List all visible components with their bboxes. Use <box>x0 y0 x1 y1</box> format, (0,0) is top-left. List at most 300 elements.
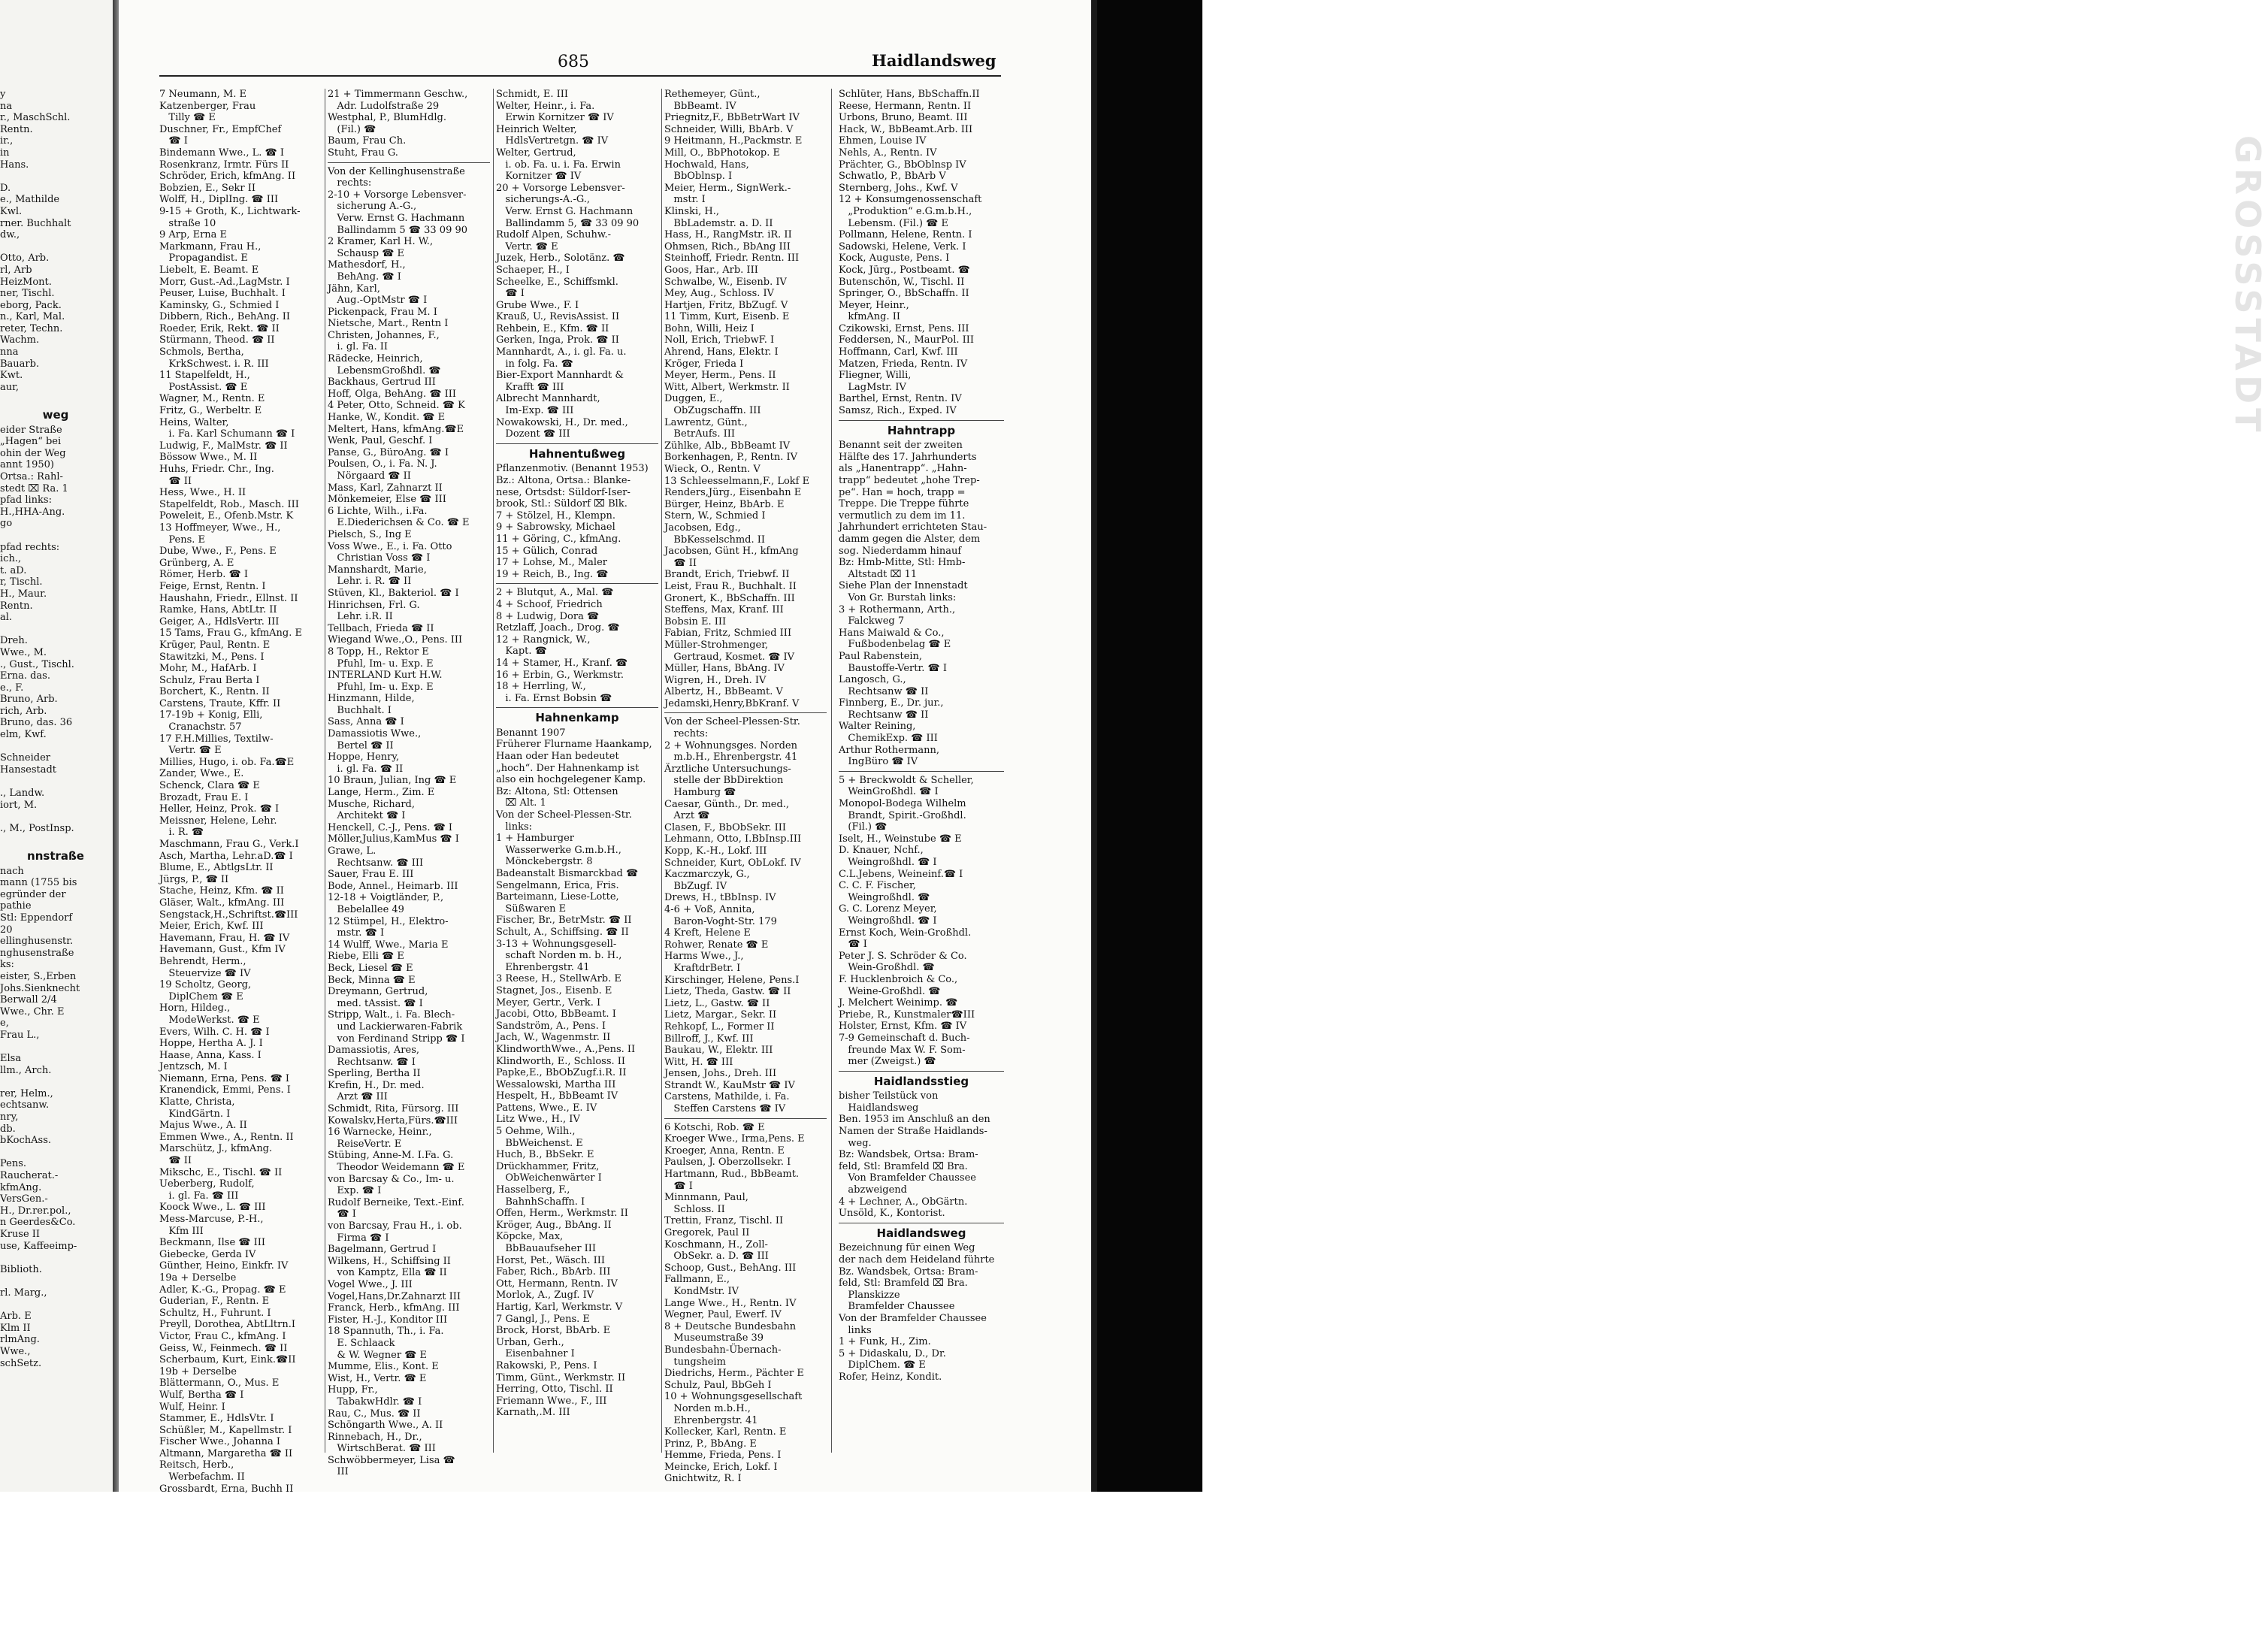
directory-entry-line: 7 + Stölzel, H., Klempn. <box>496 510 615 522</box>
directory-entry-line: Museumstraße 39 <box>664 1332 764 1344</box>
street-heading: Hahnenkamp <box>535 711 619 725</box>
directory-entry-line: i. gl. Fa. ☎ II <box>328 763 404 775</box>
directory-entry-line: 16 + Erbin, G., Werkmstr. <box>496 669 624 681</box>
column-divider <box>831 89 832 1453</box>
directory-entry-line: Arzt ☎ III <box>328 1091 388 1103</box>
directory-entry-line: 8 Topp, H., Rektor E <box>328 646 429 658</box>
directory-entry-line: von Ferdinand Stripp ☎ I <box>328 1033 465 1045</box>
directory-entry-line: Gerken, Inga, Prok. ☎ II <box>496 334 619 346</box>
directory-entry-line: Feddersen, N., MaurPol. III <box>839 334 975 346</box>
directory-entry-line: Albrecht Mannhardt, <box>496 393 600 405</box>
directory-entry-line: 8 + Ludwig, Dora ☎ <box>496 610 600 622</box>
directory-entry-line: H.,HHA-Ang. <box>0 506 65 518</box>
directory-entry-line: Schneider <box>0 752 51 764</box>
directory-entry-line: Karnath,.M. III <box>496 1407 570 1419</box>
directory-entry-line: Rakowski, P., Pens. I <box>496 1359 597 1371</box>
directory-entry-line: Baukau, W., Elektr. III <box>664 1045 773 1057</box>
directory-entry-line: Kock, Auguste, Pens. I <box>839 253 950 265</box>
column-divider <box>493 89 494 1453</box>
directory-entry-line: Monopol-Bodega Wilhelm <box>839 798 966 810</box>
directory-entry-line: Pickenpack, Frau M. I <box>328 306 437 318</box>
directory-entry-line: Schneider, Willi, BbArb. V <box>664 123 794 135</box>
directory-entry-line: Horn, Hildeg., <box>159 1002 231 1015</box>
directory-entry-line: Mass, Karl, Zahnarzt II <box>328 482 443 494</box>
directory-entry-line: pathie <box>0 900 32 912</box>
directory-entry-line: Berwall 2/4 <box>0 994 57 1006</box>
directory-entry-line: Ohmsen, Rich., BbAng III <box>664 240 791 253</box>
directory-entry-line: Minnmann, Paul, <box>664 1192 748 1204</box>
directory-entry-line: Fister, H.-J., Konditor III <box>328 1314 448 1326</box>
directory-entry-line: Faber, Rich., BbArb. III <box>496 1266 611 1278</box>
directory-entry-line: der nach dem Heideland führte <box>839 1254 995 1266</box>
directory-entry-line: ☎ I <box>664 1180 693 1192</box>
directory-entry-line: Stammer, E., HdlsVtr. I <box>159 1413 274 1425</box>
directory-entry-line: ☎ I <box>328 1208 356 1220</box>
directory-entry-line: Pens. <box>0 1158 27 1170</box>
section-rule <box>664 712 827 713</box>
directory-entry-line: Giebecke, Gerda IV <box>159 1248 256 1260</box>
directory-entry-line: i. gl. Fa. II <box>328 341 388 353</box>
directory-entry-line: Ramke, Hans, AbtLtr. II <box>159 604 277 616</box>
directory-entry-line: egründer der <box>0 888 66 900</box>
directory-entry-line: Kruse II <box>0 1229 41 1240</box>
directory-entry-line <box>0 171 111 183</box>
directory-entry-line: Gregorek, Paul II <box>664 1227 750 1238</box>
directory-entry-line: als „Hanentrapp“. „Hahn- <box>839 463 967 475</box>
directory-entry-line: Stawitzki, M., Pens. I <box>159 651 265 663</box>
directory-entry-line: Architekt ☎ I <box>328 810 406 822</box>
directory-entry-line: Steinhoff, Friedr. Rentn. III <box>664 253 800 265</box>
directory-entry-line: Baum, Frau Ch. <box>328 135 407 147</box>
directory-entry-line <box>0 624 111 636</box>
directory-entry-line: 12 + Konsumgenossenschaft <box>839 194 982 206</box>
directory-column-2 <box>328 89 490 1478</box>
street-heading: nnstraße <box>27 849 84 863</box>
directory-entry-line: Hartjen, Fritz, BbZugf. V <box>664 299 788 311</box>
directory-entry-line: Kranendick, Emmi, Pens. I <box>159 1084 291 1096</box>
directory-entry-line: n., Karl, Mal. <box>0 311 65 323</box>
directory-entry-line: Preyll, Dorothea, AbtLltrn.I <box>159 1319 295 1331</box>
directory-entry-line: Blume, E., AbtlgsLtr. II <box>159 862 274 874</box>
directory-entry-line: Aug.-OptMstr ☎ I <box>328 295 428 307</box>
directory-entry-line: straße 10 <box>159 217 216 229</box>
directory-entry-line: „Hagen“ bei <box>0 436 62 448</box>
directory-entry-line: Steffen Carstens ☎ IV <box>664 1103 786 1115</box>
directory-entry-line: Eisenbahner I <box>496 1348 575 1360</box>
directory-entry-line: Weingroßhdl. ☎ I <box>839 857 937 868</box>
directory-entry-line: feld, Stl: Bramfeld ⌧ Bra. <box>839 1160 968 1172</box>
directory-entry-line <box>0 834 111 846</box>
directory-entry-line: Fallmann, E., <box>664 1274 730 1286</box>
directory-entry-line: 17 F.H.Millies, Textilw- <box>159 733 274 745</box>
directory-entry-line: Kfm III <box>159 1225 204 1237</box>
directory-entry-line: Lietz, Margar., Sekr. II <box>664 1009 777 1021</box>
directory-entry-line: KondMstr. IV <box>664 1285 739 1297</box>
directory-entry-line: 4 + Schoof, Friedrich <box>496 598 603 610</box>
directory-entry-line: Rehkopf, L., Former II <box>664 1021 775 1033</box>
directory-entry-line: Strandt W., KauMstr ☎ IV <box>664 1079 795 1091</box>
directory-entry-line: Sperling, Bertha II <box>328 1068 421 1080</box>
directory-entry-line: Renders,Jürg., Eisenbahn E <box>664 487 802 499</box>
directory-entry-line: Johs.Sienknecht <box>0 982 80 994</box>
directory-entry-line: Werbefachm. II <box>159 1471 245 1483</box>
directory-entry-line: Lange Wwe., H., Rentn. IV <box>664 1297 797 1309</box>
directory-entry-line: KindGärtn. I <box>159 1108 231 1120</box>
directory-entry-line: Ehrenbergstr. 41 <box>664 1414 758 1426</box>
directory-entry-line: Schult, A., Schiffsing. ☎ II <box>496 926 629 938</box>
directory-entry-line: Arzt ☎ <box>664 810 710 822</box>
directory-entry-line: BahnhSchaffn. I <box>496 1196 585 1208</box>
directory-entry-line: Hinzmann, Hilde, <box>328 693 415 705</box>
directory-entry-line <box>0 1076 111 1088</box>
directory-entry-line: J. Melchert Weinimp. ☎ <box>839 997 958 1009</box>
directory-entry-line: 11 Stapelfeldt, H., <box>159 370 250 382</box>
directory-entry-line: Liebelt, E. Beamt. E <box>159 264 259 276</box>
directory-entry-line: Westphal, P., BlumHdlg. <box>328 112 446 124</box>
directory-entry-line: Sengelmann, Erica, Fris. <box>496 879 619 891</box>
directory-entry-line: Müller, Hans, BbAng. IV <box>664 663 785 675</box>
directory-entry-line: 7-9 Gemeinschaft d. Buch- <box>839 1032 970 1044</box>
directory-entry-line: Kock, Jürg., Postbeamt. ☎ <box>839 264 970 276</box>
directory-entry-line: Krefin, H., Dr. med. <box>328 1079 425 1091</box>
directory-entry-line: Sternberg, Johs., Kwf. V <box>839 182 958 194</box>
directory-entry-line: Hack, W., BbBeamt.Arb. III <box>839 123 973 135</box>
directory-entry-line: Meissner, Helene, Lehr. <box>159 815 277 827</box>
directory-entry-line: Schmidt, E. III <box>496 89 569 100</box>
directory-entry-line: Bz: Altona, Stl: Ottensen <box>496 785 618 797</box>
directory-entry-line: reter, Techn. <box>0 322 63 334</box>
directory-entry-line: Prinz, P., BbAng. E <box>664 1438 757 1450</box>
directory-entry-line: Grünberg, A. E <box>159 557 234 569</box>
directory-entry-line: freunde Max W. F. Som- <box>839 1044 966 1056</box>
directory-entry-line: Günther, Heino, Einkfr. IV <box>159 1260 289 1272</box>
directory-entry-line: links <box>839 1324 872 1336</box>
directory-entry-line: Meyer, Herm., Pens. II <box>664 370 776 382</box>
directory-entry-line: Weine-Großhdl. ☎ <box>839 985 941 997</box>
directory-entry-line: Von der Scheel-Plessen-Str. <box>664 716 800 728</box>
directory-entry-line: bisher Teilstück von <box>839 1090 939 1102</box>
directory-entry-line: Badeanstalt Bismarckbad ☎ <box>496 868 639 879</box>
directory-entry-line: Von der Scheel-Plessen-Str. <box>496 809 632 821</box>
directory-entry-line: Stüven, Kl., Bakteriol. ☎ I <box>328 587 459 599</box>
directory-entry-line: eborg, Pack. <box>0 299 62 311</box>
directory-entry-line: mann (1755 bis <box>0 877 77 889</box>
directory-entry-line: Mess-Marcuse, P.-H., <box>159 1214 264 1225</box>
directory-entry-line: 5 Oehme, Wilh., <box>496 1126 576 1138</box>
directory-entry-line: Wwe., M. <box>0 646 47 658</box>
directory-entry-line: Vertr. ☎ E <box>159 745 222 757</box>
directory-entry-line: Retzlaff, Joach., Drog. ☎ <box>496 622 620 634</box>
directory-entry-line: 15 + Gülich, Conrad <box>496 545 598 557</box>
directory-entry-line: Raucherat.- <box>0 1170 59 1182</box>
directory-entry-line: LagMstr. IV <box>839 381 906 393</box>
directory-entry-line: y <box>0 89 6 100</box>
directory-entry-line: Sass, Anna ☎ I <box>328 716 404 728</box>
directory-entry-line: schaft Norden m. b. H., <box>496 950 622 962</box>
directory-entry-line: Lehr. i. R. ☎ II <box>328 576 412 588</box>
directory-entry-line: Mey, Aug., Schloss. IV <box>664 288 775 300</box>
scanner-background-strip <box>1097 0 2268 1492</box>
directory-entry-line: Stuht, Frau G. <box>328 147 398 159</box>
directory-entry-line: Diedrichs, Herm., Pächter E <box>664 1368 804 1380</box>
directory-entry-line: BbLademstr. a. D. II <box>664 217 773 229</box>
directory-entry-line: Rechtsanw ☎ II <box>839 685 929 697</box>
directory-entry-line: also ein hochgelegener Kamp. <box>496 774 646 786</box>
directory-entry-line: eister, S.,Erben <box>0 970 77 982</box>
directory-entry-line: Buchhalt. I <box>328 704 392 716</box>
directory-entry-line: Urban, Gerh., <box>496 1336 564 1348</box>
directory-entry-line: BbOblnsp. I <box>664 171 733 183</box>
directory-entry-line: Heinrich Welter, <box>496 123 577 135</box>
directory-entry-line: Huhs, Friedr. Chr., Ing. <box>159 464 274 475</box>
directory-entry-line: Bz. Wandsbek, Ortsa: Bram- <box>839 1266 978 1278</box>
directory-entry-line: Haase, Anna, Kass. I <box>159 1049 262 1061</box>
directory-entry-line: t. aD. <box>0 564 27 576</box>
directory-entry-line: Dreh. <box>0 635 28 647</box>
directory-entry-line: rer, Helm., <box>0 1087 53 1099</box>
directory-entry-line: Brandt, Spirit.-Großhdl. <box>839 809 966 821</box>
directory-entry-line: Jedamski,Henry,BbKranf. V <box>664 697 800 709</box>
section-rule <box>839 771 1004 772</box>
directory-entry-line: INTERLAND Kurt H.W. <box>328 670 443 682</box>
directory-entry-line: Koock Wwe., L. ☎ III <box>159 1202 266 1214</box>
directory-entry-line: Gnichtwitz, R. I <box>664 1473 742 1485</box>
directory-entry-line: BbWeichenst. E <box>496 1137 583 1149</box>
directory-entry-line: Papke,E., BbObZugf.i.R. II <box>496 1067 627 1079</box>
directory-entry-line: Timm, Günt., Werkmstr. II <box>496 1371 626 1383</box>
directory-entry-line: Schausp ☎ E <box>328 247 405 259</box>
directory-entry-line: Mill, O., BbPhotokop. E <box>664 147 780 159</box>
directory-entry-line: Ortsa.: Rahl- <box>0 471 63 482</box>
directory-entry-line: llm., Arch. <box>0 1064 52 1076</box>
directory-entry-line: rl. Marg., <box>0 1287 47 1299</box>
directory-entry-line: 14 Wulff, Wwe., Maria E <box>328 939 449 951</box>
directory-entry-line: Springer, O., BbSchaffn. II <box>839 288 969 300</box>
directory-entry-line: Grawe, L. <box>328 845 376 857</box>
directory-entry-line: Vogel Wwe., J. III <box>328 1278 413 1290</box>
directory-entry-line: 7 Neumann, M. E <box>159 89 246 100</box>
directory-entry-line: Wegner, Paul, Ewerf. IV <box>664 1309 782 1321</box>
directory-entry-line: vermutlich zu dem im 11. <box>839 510 966 522</box>
directory-entry-line: Reese, Hermann, Rentn. II <box>839 100 972 112</box>
directory-entry-line: BbBauaufseher III <box>496 1243 597 1254</box>
directory-entry-line: Meltert, Hans, kfmAng.☎E <box>328 423 464 435</box>
directory-entry-line: mer (Zweigst.) ☎ <box>839 1056 936 1068</box>
directory-entry-line: mstr. ☎ I <box>328 927 385 939</box>
directory-entry-line: Bezeichnung für einen Weg <box>839 1242 975 1254</box>
directory-entry-line: Meyer, Gertr., Verk. I <box>496 996 601 1009</box>
directory-entry-line: 11 + Göring, C., kfmAng. <box>496 533 621 545</box>
directory-entry-line: Poweleit, E., Ofenb.Mstr. K <box>159 510 294 522</box>
directory-entry-line: Planskizze <box>839 1289 900 1301</box>
directory-entry-line: Kröger, Frieda I <box>664 358 744 370</box>
directory-entry-line: Schulz, Frau Berta I <box>159 674 260 686</box>
directory-entry-line: 9 Heitmann, H.,Packmstr. E <box>664 135 803 147</box>
directory-entry-line: Holster, Ernst, Kfm. ☎ IV <box>839 1021 967 1033</box>
directory-entry-line: Poulsen, O., i. Fa. N. J. <box>328 458 437 470</box>
directory-entry-line: Kaczmarczyk, G., <box>664 869 750 881</box>
directory-entry-line: WirtschBerat. ☎ III <box>328 1443 436 1455</box>
directory-entry-line: i. ob. Fa. u. i. Fa. Erwin <box>496 159 621 171</box>
directory-entry-line: Bramfelder Chaussee <box>839 1301 955 1313</box>
directory-entry-line: weg. <box>839 1137 872 1149</box>
directory-entry-line: Carstens, Traute, Kffr. II <box>159 697 281 709</box>
directory-entry-line: Bohn, Willi, Heiz I <box>664 322 754 334</box>
directory-entry-line: Geiger, A., HdlsVertr. III <box>159 615 280 627</box>
directory-entry-line: eider Straße <box>0 424 62 436</box>
directory-entry-line: tungsheim <box>664 1356 726 1368</box>
directory-entry-line: Voss Wwe., E., i. Fa. Otto <box>328 540 452 552</box>
directory-entry-line: Tellbach, Frieda ☎ II <box>328 622 434 634</box>
directory-entry-line: Wieck, O., Rentn. V <box>664 464 761 475</box>
directory-entry-line: Köpcke, Max, <box>496 1231 564 1243</box>
directory-entry-line: Hartig, Karl, Werkmstr. V <box>496 1301 623 1313</box>
directory-entry-line: BehAng. ☎ I <box>328 271 401 283</box>
directory-entry-line: Iselt, H., Weinstube ☎ E <box>839 833 962 845</box>
directory-entry-line: Havemann, Frau, H. ☎ IV <box>159 932 290 944</box>
directory-entry-line: Dreymann, Gertrud, <box>328 986 428 998</box>
directory-entry-line: Prächter, G., BbOblnsp IV <box>839 159 966 171</box>
directory-entry-line: 3-13 + Wohnungsgesell- <box>496 938 617 950</box>
directory-entry-line: ☎ I <box>839 939 867 951</box>
directory-entry-line: 10 Braun, Julian, Ing ☎ E <box>328 775 457 787</box>
directory-entry-line: Treppe. Die Treppe führte <box>839 498 969 510</box>
directory-entry-line: Lietz, Theda, Gastw. ☎ II <box>664 986 791 998</box>
directory-entry-line: Roeder, Erik, Rekt. ☎ II <box>159 322 280 334</box>
directory-entry-line: Erwin Kornitzer ☎ IV <box>496 112 614 124</box>
directory-entry-line: Beck, Liesel ☎ E <box>328 962 413 974</box>
directory-entry-line: Wwe., <box>0 1345 31 1357</box>
directory-entry-line: Borkenhagen, P., Rentn. IV <box>664 452 798 464</box>
directory-entry-line: Wasserwerke G.m.b.H., <box>496 844 621 856</box>
directory-entry-line: Niemann, Erna, Pens. ☎ I <box>159 1072 290 1084</box>
directory-entry-line: Hälfte des 17. Jahrhunderts <box>839 451 977 463</box>
directory-entry-line: Kirschinger, Helene, Pens.I <box>664 974 800 986</box>
directory-entry-line: Bauarb. <box>0 358 40 370</box>
directory-entry-line: go <box>0 518 13 530</box>
directory-entry-line: Schaeper, H., I <box>496 264 570 276</box>
directory-entry-line: Christian Voss ☎ I <box>328 552 431 564</box>
directory-entry-line: ☎ I <box>496 288 525 300</box>
directory-entry-line: Möller,Julius,KamMus ☎ I <box>328 833 459 845</box>
directory-entry-line: Sauer, Frau E. III <box>328 869 414 881</box>
directory-entry-line: Siehe Plan der Innenstadt <box>839 580 968 592</box>
section-rule <box>496 707 658 708</box>
directory-entry-line: Welter, Heinr., i. Fa. <box>496 100 595 112</box>
street-heading: weg <box>42 408 69 422</box>
directory-entry-line: feld, Stl: Bramfeld ⌧ Bra. <box>839 1278 968 1290</box>
directory-entry-line: Namen der Straße Haidlands- <box>839 1126 987 1138</box>
directory-entry-line: schSetz. <box>0 1357 42 1369</box>
directory-entry-line: nna <box>0 346 19 358</box>
directory-entry-line: Bagelmann, Gertrud I <box>328 1244 437 1256</box>
directory-entry-line: kfmAng. <box>0 1181 42 1193</box>
directory-entry-line: C.L.Jebens, Weineinf.☎ I <box>839 868 963 880</box>
directory-entry-line: Hoppe, Henry, <box>328 751 400 764</box>
directory-entry-line: i. gl. Fa. ☎ III <box>159 1190 239 1202</box>
directory-entry-line: rlmAng. <box>0 1334 40 1346</box>
directory-entry-line: Majus Wwe., A. II <box>159 1120 247 1132</box>
directory-entry-line: Hans. <box>0 159 29 171</box>
directory-entry-line: Peter J. S. Schröder & Co. <box>839 950 967 962</box>
directory-entry-line: 15 Tams, Frau G., kfmAng. E <box>159 627 303 640</box>
directory-entry-line: in <box>0 147 10 159</box>
directory-entry-line: Ueberberg, Rudolf, <box>159 1178 255 1190</box>
directory-entry-line: Finnberg, E., Dr. jur., <box>839 697 944 709</box>
directory-entry-line: H., Dr.rer.pol., <box>0 1205 71 1217</box>
directory-entry-line: Wulf, Bertha ☎ I <box>159 1389 244 1401</box>
directory-entry-line: Meyer, Heinr., <box>839 299 909 311</box>
directory-entry-line: Wiegand Wwe.,O., Pens. III <box>328 634 463 646</box>
directory-entry-line: und Lackierwaren-Fabrik <box>328 1021 463 1033</box>
directory-entry-line: Brock, Horst, BbArb. E <box>496 1325 611 1337</box>
directory-entry-line: echtsanw. <box>0 1099 50 1111</box>
directory-entry-line: Damassiotis Wwe., <box>328 728 422 740</box>
directory-entry-line: Mikschc, E., Tischl. ☎ II <box>159 1166 283 1178</box>
directory-entry-line: Hespelt, H., BbBeamt IV <box>496 1090 618 1102</box>
section-rule <box>839 420 1004 421</box>
directory-entry-line: Butenschön, W., Tischl. II <box>839 276 965 288</box>
directory-entry-line: ., Landw. <box>0 788 45 800</box>
directory-entry-line: links: <box>496 821 533 833</box>
directory-entry-line: Rohwer, Renate ☎ E <box>664 939 769 951</box>
directory-entry-line: 2 + Blutqut, A., Mal. ☎ <box>496 587 614 599</box>
directory-entry-line: D. Knauer, Nchf., <box>839 845 924 857</box>
directory-entry-line: DiplChem ☎ E <box>159 990 243 1002</box>
directory-entry-line: rechts: <box>328 177 372 189</box>
directory-entry-line: Hemme, Frieda, Pens. I <box>664 1450 782 1462</box>
directory-entry-line: Noll, Erich, TriebwF. I <box>664 334 775 346</box>
directory-entry-line <box>0 776 111 788</box>
column-divider <box>661 89 662 1453</box>
directory-entry-line: Altstadt ⌧ 11 <box>839 568 918 580</box>
directory-entry-line: Sadowski, Helene, Verk. I <box>839 240 966 253</box>
directory-entry-line: Schwalbe, W., Eisenb. IV <box>664 276 787 288</box>
directory-entry-line: rner. Buchhalt <box>0 217 71 229</box>
directory-entry-line: 10 + Wohnungsgesellschaft <box>664 1391 803 1403</box>
directory-entry-line: Damassiotis, Ares, <box>328 1045 419 1057</box>
directory-entry-line: 6 Kotschi, Rob. ☎ E <box>664 1121 765 1133</box>
directory-entry-line: ObSekr. a. D. ☎ III <box>664 1250 769 1263</box>
directory-entry-line: Hans Maiwald & Co., <box>839 627 945 639</box>
directory-entry-line: Bruno, Arb. <box>0 694 58 706</box>
directory-entry-line: Juzek, Herb., Solotänz. ☎ <box>496 253 625 265</box>
directory-entry-line: BbBeamt. IV <box>664 100 736 112</box>
directory-entry-line: Kowalskv,Herta,Fürs.☎III <box>328 1114 458 1126</box>
directory-entry-line: Von Bramfelder Chaussee <box>839 1172 976 1184</box>
directory-entry-line <box>0 1299 111 1311</box>
directory-entry-line: Schröder, Erich, kfmAng. II <box>159 171 296 183</box>
directory-entry-line: Gertraud, Kosmet. ☎ IV <box>664 651 795 663</box>
directory-entry-line: Jahrhundert errichteten Stau- <box>839 522 987 534</box>
directory-entry-line: Asch, Martha, Lehr.aD.☎ I <box>159 850 293 862</box>
directory-entry-line: trapp“ bedeutet „hohe Trep- <box>839 475 980 486</box>
directory-entry-line <box>0 393 111 405</box>
directory-entry-line: Ernst Koch, Wein-Großhdl. <box>839 927 972 939</box>
directory-entry-line: Pfuhl, Im- u. Exp. E <box>328 658 434 670</box>
directory-entry-line: Fischer, Br., BetrMstr. ☎ II <box>496 915 632 927</box>
street-heading: Hahntrapp <box>887 423 956 437</box>
directory-entry-line: 20 <box>0 924 13 936</box>
directory-entry-line: Erna. das. <box>0 670 50 682</box>
directory-entry-line: Schulz, Paul, BbGeh I <box>664 1379 772 1391</box>
directory-entry-line: 2 + Wohnungsges. Norden <box>664 739 797 751</box>
directory-entry-line: (Fil.) ☎ <box>839 821 888 833</box>
directory-entry-line: ohin der Weg <box>0 447 66 459</box>
directory-entry-line: 9-15 + Groth, K., Lichtwark- <box>159 205 301 217</box>
directory-entry-line: Pielsch, S., Ing E <box>328 528 412 540</box>
directory-entry-line: i. R. ☎ <box>159 827 204 839</box>
